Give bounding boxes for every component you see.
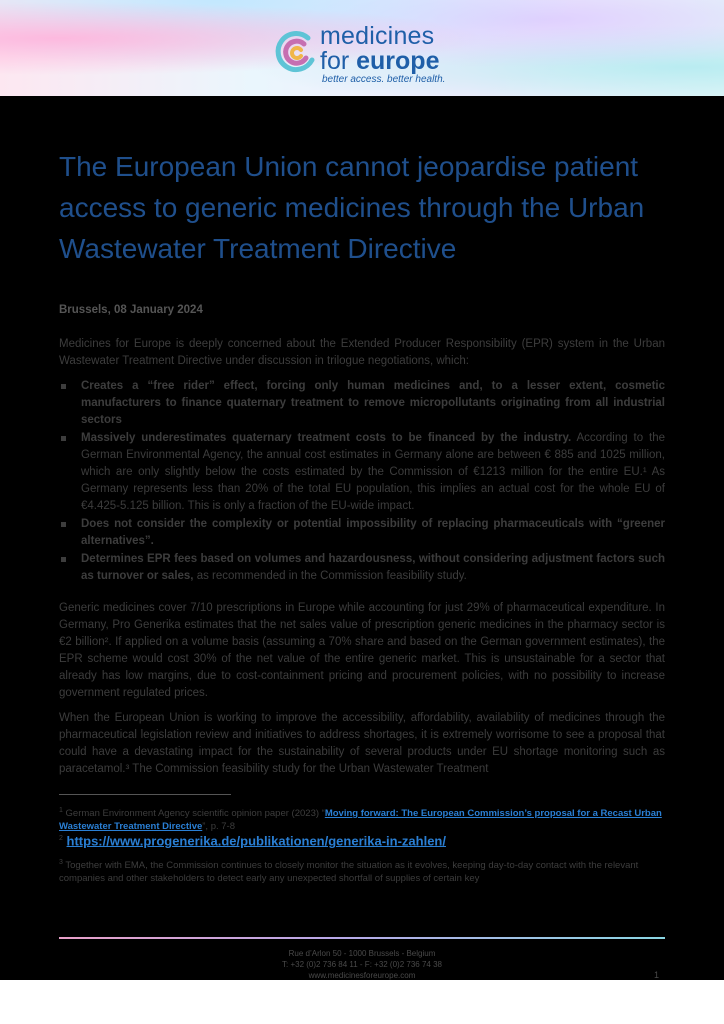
list-item xyxy=(59,516,665,550)
logo-text-europe: europe xyxy=(356,47,440,75)
footer-gradient-rule xyxy=(59,937,665,939)
concerns-list xyxy=(59,378,665,586)
document-body xyxy=(0,96,724,980)
logo-swirl-icon xyxy=(274,30,318,74)
logo-text-for-europe xyxy=(320,47,439,76)
bullet-text: According to the German Environmental Agency, the annual cost estimates in Germany alone are between € 885 and 1025 million, which are only slightly below the costs estimated by the Commission of €1213 million for the entire EU.¹ As Germany represents less than 20% of the total EU population, this implies an actual cost for the whole EU of €4.425-5.125 billion. This is only a fraction of the EU-wide impact. xyxy=(81,432,665,512)
bullet-bold: Creates a “free rider” effect, forcing only human medicines and, to a lesser extent, cosmetic manufacturers to finance quaternary treatment to remove micropollutants originating from all industrial sectors xyxy=(81,380,665,426)
list-item xyxy=(59,430,665,515)
footnote-3 xyxy=(59,856,665,885)
list-item xyxy=(59,378,665,429)
page-bottom-margin xyxy=(0,980,724,1024)
page-number: 1 xyxy=(654,970,660,980)
footnote-1-link[interactable]: Moving forward: The European Commission’s proposal for a Recast Urban Wastewater Treatment Directive xyxy=(59,808,662,833)
footer-phone: T: +32 (0)2 736 84 11 - F: +32 (0)2 736 74 38 xyxy=(282,960,442,969)
logo-text-medicines: medicines xyxy=(320,22,435,50)
logo-tagline: better access. better health. xyxy=(322,74,446,85)
footnote-3-number: 3 xyxy=(59,859,63,866)
eu-shortage-paragraph: When the European Union is working to improve the accessibility, affordability, availability of medicines through the pharmaceutical legislation review and initiatives to address shortages, it is extremely worrisome to see a proposal that could have a devastating impact for the sustainability of several products under EU shortage monitoring such as paracetamol.³ The Commission feasibility study for the Urban Wastewater Treatment xyxy=(59,712,665,775)
footnote-2-number: 2 xyxy=(59,835,63,842)
bullet-bold: Massively underestimates quaternary treatment costs to be financed by the industry. xyxy=(81,432,572,444)
medicines-for-europe-logo xyxy=(274,24,454,86)
footnote-1 xyxy=(59,804,665,833)
document-title: The European Union cannot jeopardise patient access to generic medicines through the Urban Wastewater Treatment Directive xyxy=(59,151,645,264)
footnote-2 xyxy=(59,831,665,849)
footer xyxy=(0,948,724,981)
document-date: Brussels, 08 January 2024 xyxy=(59,304,203,316)
footnote-1-text: German Environment Agency scientific opinion paper (2023) “ xyxy=(62,808,325,820)
bullet-bold: Does not consider the complexity or potential impossibility of replacing pharmaceuticals with “greener alternatives”. xyxy=(81,518,665,547)
generic-medicines-paragraph: Generic medicines cover 7/10 prescriptions in Europe while accounting for just 29% of pharmaceutical expenditure. In Germany, Pro Generika estimates that the net sales value of prescription generic medicines in the pharmacy sector is €2 billion². If applied on a volume basis (assuming a 70% share and based on the German government estimates), the EPR scheme would cost 30% of the net value of the entire generic market. This is unsustainable for a sector that already has low margins, due to cost-containment pricing and procurement policies, with no possibility to increase government regulated prices. xyxy=(59,602,665,699)
footnote-3-text: Together with EMA, the Commission continues to closely monitor the situation as it evolves, keeping day-to-day contact with the relevant companies and other stakeholders to detect early any unexpected shortfall of supplies of certain key xyxy=(59,860,639,885)
footnote-1-number: 1 xyxy=(59,807,63,814)
footer-address: Rue d’Arlon 50 - 1000 Brussels - Belgium xyxy=(288,949,436,958)
footnote-1-suffix: ”, p. 7-8 xyxy=(202,821,236,833)
logo-text-for: for xyxy=(320,47,357,75)
intro-paragraph: Medicines for Europe is deeply concerned about the Extended Producer Responsibility (EPR) system in the Urban Wastewater Treatment Directive under discussion in trilogue negotiations, which: xyxy=(59,338,665,367)
bullet-text: as recommended in the Commission feasibility study. xyxy=(193,570,467,582)
footnote-divider xyxy=(59,794,231,795)
header-banner xyxy=(0,0,724,96)
bullet-bold: Determines EPR fees based on volumes and hazardousness, without considering adjustment factors such as turnover or sales, xyxy=(81,553,665,582)
footer-website[interactable]: www.medicinesforeurope.com xyxy=(308,971,416,980)
footnote-2-link[interactable]: https://www.progenerika.de/publikationen/generika-in-zahlen/ xyxy=(66,833,446,849)
list-item xyxy=(59,551,665,585)
